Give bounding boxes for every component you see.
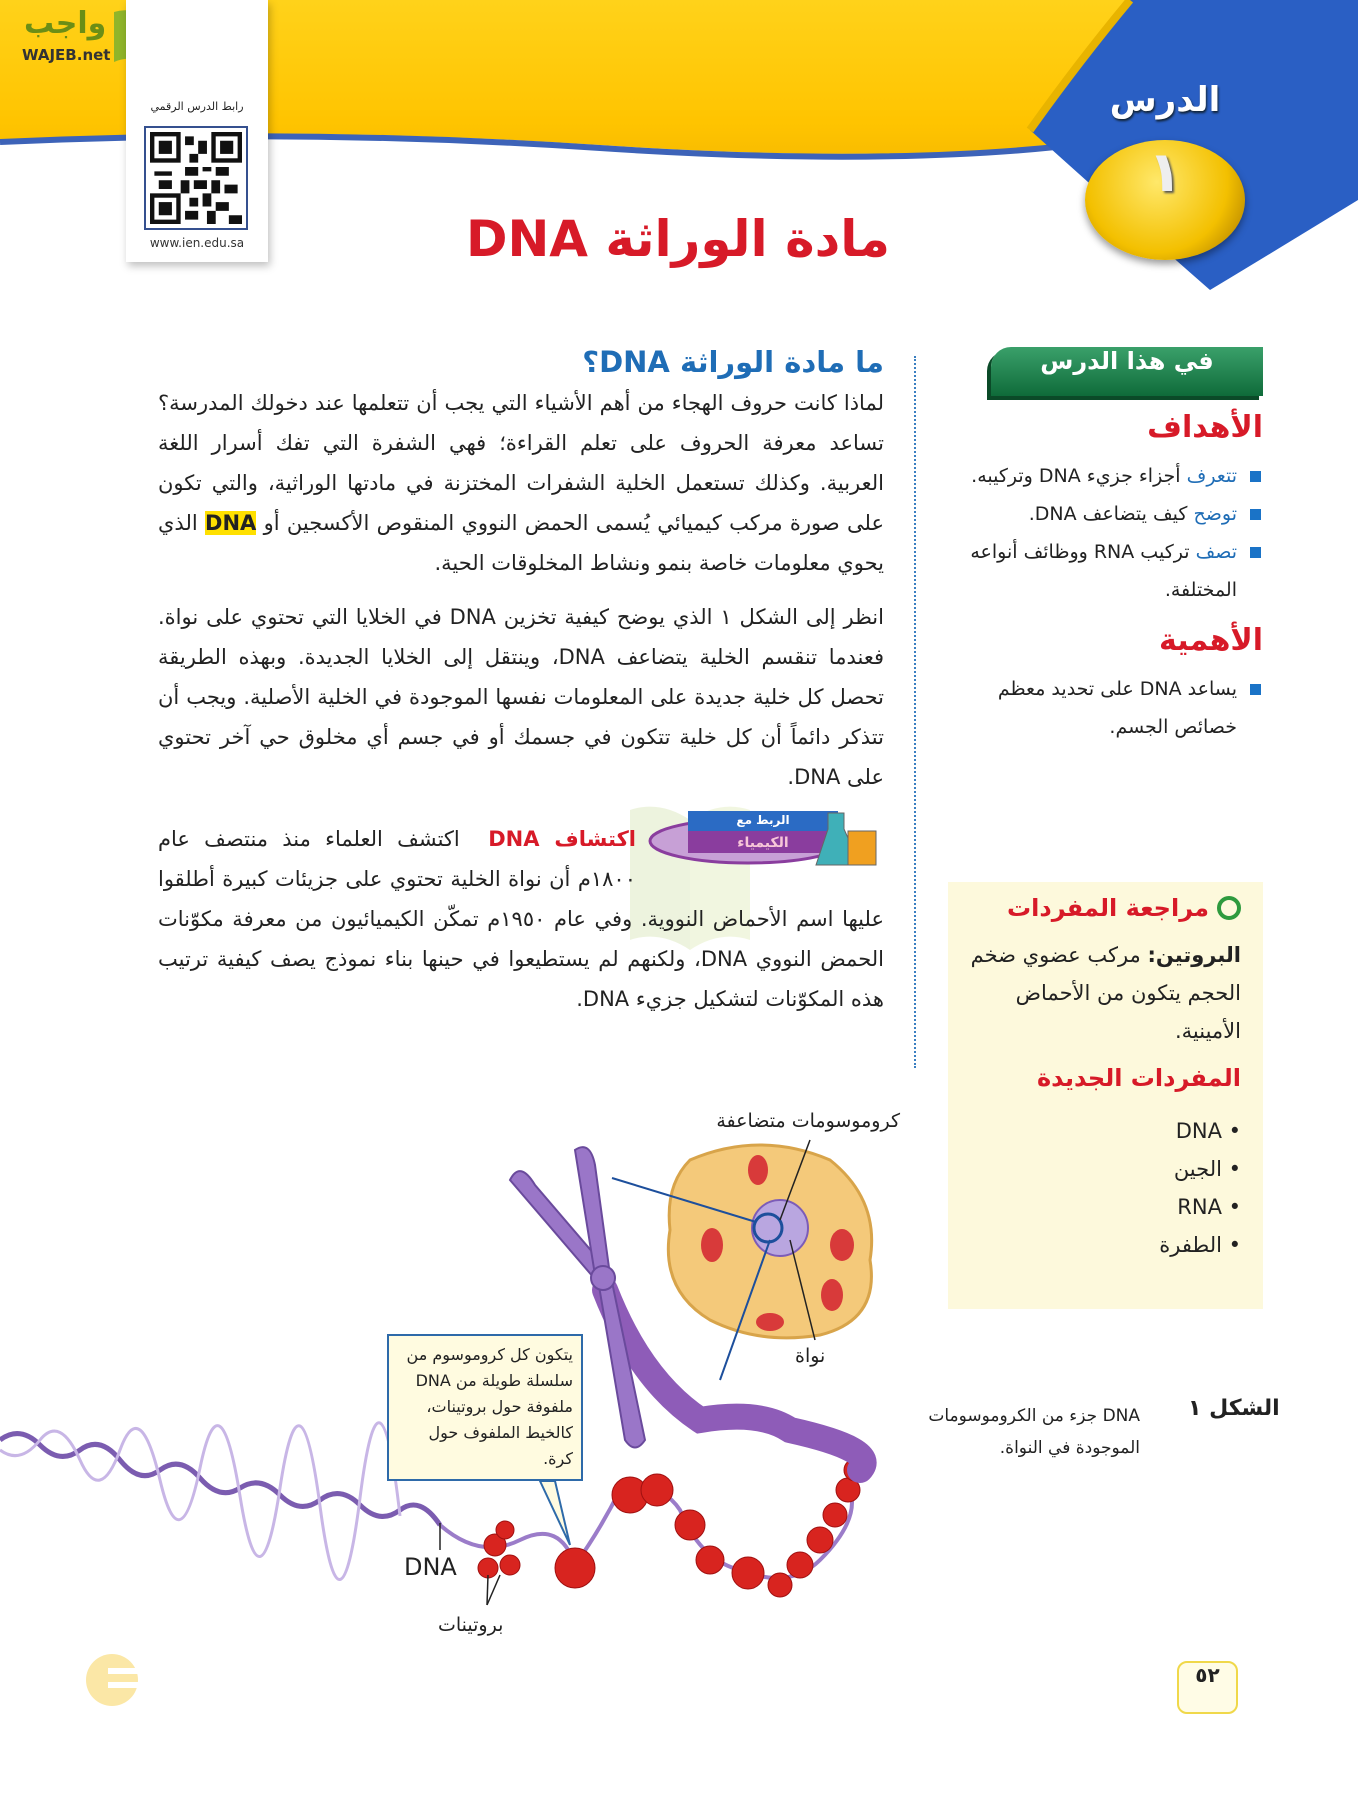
importance-heading: الأهمية bbox=[1159, 623, 1263, 658]
figure-caption-label: الشكل ١ bbox=[1188, 1396, 1280, 1421]
chemistry-badge-line1: الربط مع bbox=[736, 813, 790, 827]
intro-paragraph bbox=[158, 383, 884, 583]
goal-verb: توضح bbox=[1193, 503, 1237, 525]
goal-item bbox=[948, 533, 1263, 609]
review-term: البروتين: bbox=[1147, 943, 1241, 967]
goal-item bbox=[948, 457, 1263, 495]
lesson-label: الدرس bbox=[1109, 80, 1221, 120]
vocab-review-heading: مراجعة المفردات bbox=[1007, 894, 1209, 922]
intro-text-end: الذي يحوي معلومات خاصة بنمو ونشاط المخلوقات الحية. bbox=[158, 511, 884, 575]
new-vocab-list bbox=[962, 1112, 1241, 1264]
page-number: ٥٢ bbox=[1177, 1661, 1238, 1714]
review-def: مركب عضوي ضخم الحجم يتكون من الأحماض الأمينية. bbox=[970, 943, 1241, 1043]
dna-helix bbox=[0, 1434, 440, 1525]
proteins-label: بروتينات bbox=[438, 1614, 504, 1636]
vocabulary-box bbox=[948, 882, 1263, 1309]
column-divider bbox=[914, 356, 916, 1068]
figure-reference-paragraph: انظر إلى الشكل ١ الذي يوضح كيفية تخزين DNA في الخلايا التي تحتوي على نواة. فعندما تنقسم الخلية يتضاعف DNA، وينتقل إلى الخلايا الجديدة. وبهذه الطريقة تحصل كل خلية جديدة على المعلومات نفسها الموجودة في الخلية الأصلية. ويجب أن تتذكر دائماً أن كل خلية تتكون في جسمك أو في جسم أي مخلوق حي آخر تحتوي على DNA. bbox=[158, 605, 884, 789]
figure-callout: يتكون كل كروموسوم من سلسلة طويلة من DNA ملفوفة حول بروتينات، كالخيط الملفوف حول كرة. bbox=[387, 1334, 583, 1481]
nucleus bbox=[752, 1200, 808, 1256]
chemistry-section bbox=[158, 813, 884, 1019]
goal-verb: تصف bbox=[1195, 541, 1237, 563]
qr-code-icon[interactable] bbox=[144, 126, 248, 230]
vocab-review-header bbox=[962, 894, 1241, 922]
goal-verb: تتعرف bbox=[1186, 465, 1237, 487]
corner-logo-icon bbox=[80, 1640, 140, 1710]
dna-discovery-text: اكتشف العلماء منذ منتصف عام ١٨٠٠م أن نواة الخلية تحتوي على جزيئات كبيرة أطلقوا عليها اسم الأحماض النووية. وفي عام ١٩٥٠م تمكّن الكيميائيون من معرفة مكوّنات الحمض النووي DNA، ولكنهم لم يستطيعوا في حينها بناء نموذج يصف كيفية ترتيب هذه المكوّنات لتشكيل جزيء DNA. bbox=[158, 827, 884, 1011]
goals-list bbox=[948, 457, 1263, 609]
intro-text: لماذا كانت حروف الهجاء من أهم الأشياء التي يجب أن تتعلمها عند دخولك المدرسة؟ تساعد معرفة الحروف على تعلم القراءة؛ فهي الشفرة التي تفك أسرار اللغة العربية. وكذلك تستعمل الخلية الشفرات المختزنة في مادتها الوراثية، والتي تكون على صورة مركب كيميائي يُسمى الحمض النووي المنقوص الأكسجين أو bbox=[158, 391, 884, 535]
dna-highlight: DNA bbox=[205, 511, 257, 535]
section-heading: ما مادة الوراثة DNA؟ bbox=[582, 345, 884, 379]
review-definition bbox=[962, 936, 1241, 1050]
goal-text: تركيب RNA ووظائف أنواعه المختلفة. bbox=[970, 541, 1237, 601]
qr-url[interactable]: www.ien.edu.sa bbox=[149, 236, 245, 250]
vocab-item[interactable]: • الجين bbox=[962, 1150, 1241, 1188]
vocab-item[interactable]: • RNA bbox=[962, 1188, 1241, 1226]
importance-item: يساعد DNA على تحديد معظم خصائص الجسم. bbox=[948, 670, 1263, 746]
figure-caption-text: DNA جزء من الكروموسومات الموجودة في النواة. bbox=[928, 1406, 1140, 1458]
qr-title: رابط الدرس الرقمي bbox=[150, 100, 244, 113]
chemistry-badge-line2: الكيمياء bbox=[737, 835, 789, 851]
new-vocab-heading: المفردات الجديدة bbox=[1037, 1064, 1241, 1092]
nucleus-label: نواة bbox=[795, 1345, 826, 1367]
chemistry-link-badge bbox=[648, 813, 884, 871]
dna-discovery-heading: اكتشاف DNA bbox=[488, 827, 636, 851]
qr-card[interactable] bbox=[126, 0, 268, 262]
goal-item bbox=[948, 495, 1263, 533]
sidebar bbox=[948, 347, 1263, 746]
in-this-lesson-banner: في هذا الدرس bbox=[991, 347, 1263, 396]
dna-label: DNA bbox=[404, 1553, 457, 1581]
logo-arabic: واجب bbox=[24, 6, 107, 41]
goals-heading: الأهداف bbox=[1147, 410, 1263, 445]
vocab-item[interactable]: • الطفرة bbox=[962, 1226, 1241, 1264]
dna-helix-strand2 bbox=[0, 1423, 400, 1580]
page-title: مادة الوراثة DNA bbox=[465, 210, 890, 268]
goal-text: أجزاء جزيء DNA وتركيبه. bbox=[971, 465, 1187, 487]
importance-list bbox=[948, 670, 1263, 746]
logo-latin: WAJEB.net bbox=[22, 46, 111, 64]
chromosomes-label: كروموسومات متضاعفة bbox=[716, 1110, 900, 1132]
review-cycle-icon bbox=[1217, 896, 1241, 920]
main-column bbox=[158, 345, 884, 1033]
goal-text: كيف يتضاعف DNA. bbox=[1028, 503, 1194, 525]
lesson-number: ١ bbox=[1085, 140, 1245, 260]
vocab-item[interactable]: • DNA bbox=[962, 1112, 1241, 1150]
